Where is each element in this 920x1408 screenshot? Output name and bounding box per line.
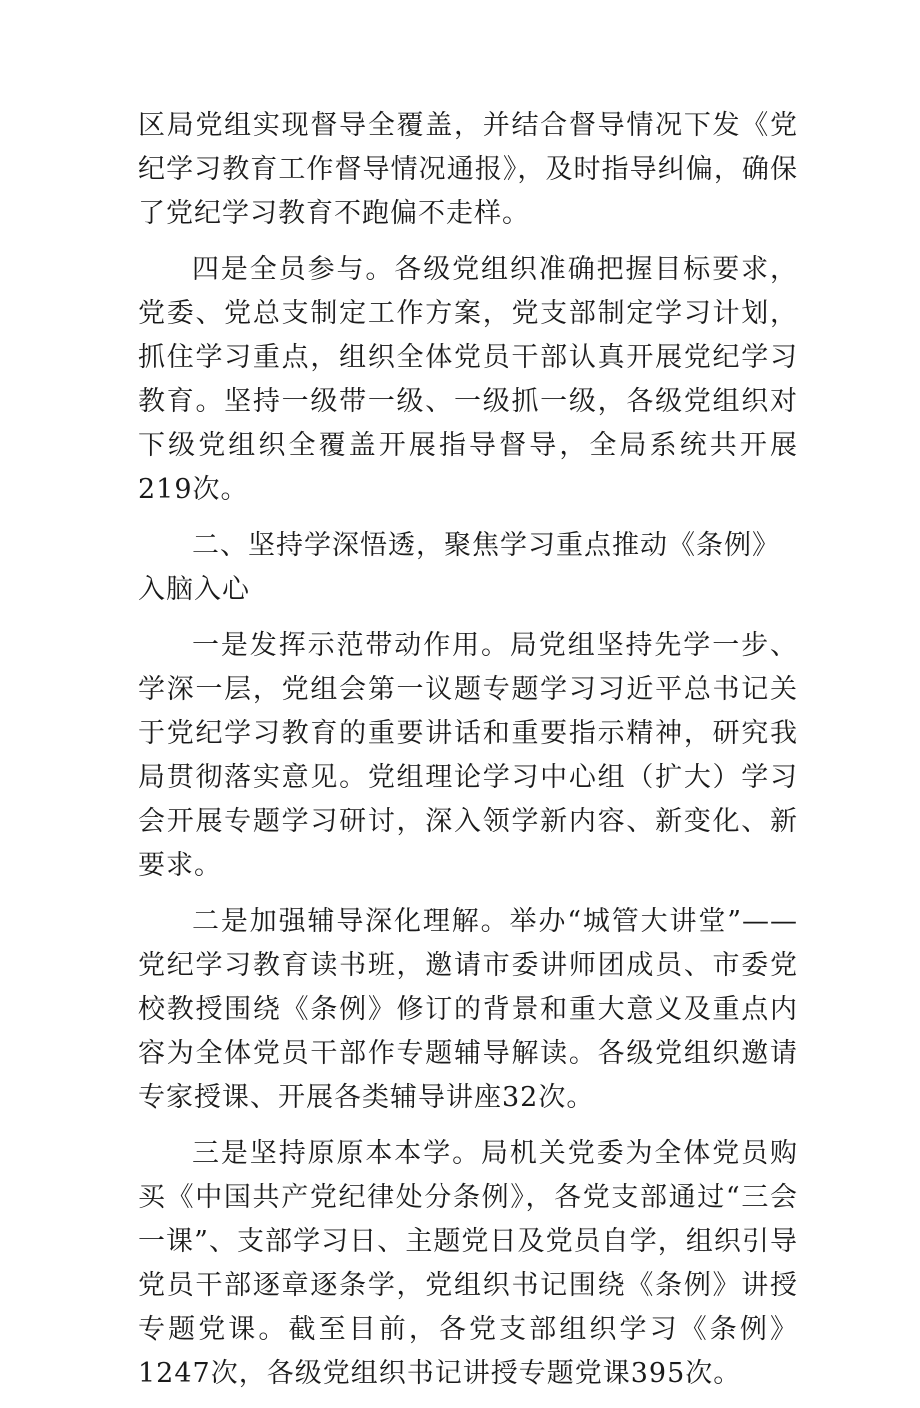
- paragraph-leading-role: 一是发挥示范带动作用。局党组坚持先学一步、学深一层，党组会第一议题专题学习习近平总书记关于党纪学习教育的重要讲话和重要指示精神，研究我局贯彻落实意见。党组理论学习中心组（扩大）学习会开展专题学习研讨，深入领学新内容、新变化、新要求。: [138, 630, 798, 881]
- document-body: [138, 104, 798, 1408]
- section-heading-two: 二、坚持学深悟透，聚焦学习重点推动《条例》入脑入心: [138, 530, 780, 605]
- paragraph-continuation: 区局党组实现督导全覆盖，并结合督导情况下发《党纪学习教育工作督导情况通报》，及时指导纠偏，确保了党纪学习教育不跑偏不走样。: [138, 110, 798, 229]
- paragraph-guidance: 二是加强辅导深化理解。举办“城管大讲堂”——党纪学习教育读书班，邀请市委讲师团成员、市委党校教授围绕《条例》修订的背景和重大意义及重点内容为全体党员干部作专题辅导解读。各级党组织邀请专家授课、开展各类辅导讲座32次。: [138, 906, 798, 1113]
- paragraph-original-study: 三是坚持原原本本学。局机关党委为全体党员购买《中国共产党纪律处分条例》，各党支部通过“三会一课”、支部学习日、主题党日及党员自学，组织引导党员干部逐章逐条学，党组织书记围绕《条例》讲授专题党课。截至目前，各党支部组织学习《条例》1247次，各级党组织书记讲授专题党课395次。: [138, 1138, 798, 1389]
- paragraph-full-participation: 四是全员参与。各级党组织准确把握目标要求，党委、党总支制定工作方案，党支部制定学习计划，抓住学习重点，组织全体党员干部认真开展党纪学习教育。坚持一级带一级、一级抓一级，各级党组织对下级党组织全覆盖开展指导督导，全局系统共开展219次。: [138, 254, 798, 505]
